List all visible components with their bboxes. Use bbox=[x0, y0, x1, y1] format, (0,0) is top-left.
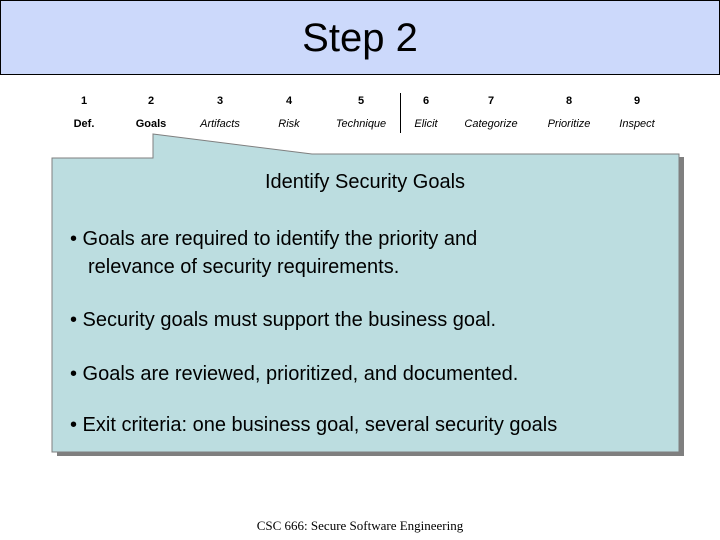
step-label-1: Def. bbox=[73, 118, 95, 130]
step-label-5: Technique bbox=[335, 118, 387, 130]
step-label-2: Goals bbox=[135, 118, 167, 130]
step-label-4: Risk bbox=[278, 118, 300, 130]
step-number-1: 1 bbox=[80, 95, 88, 107]
step-number-7: 7 bbox=[487, 95, 495, 107]
bullet-exit-criteria: • Exit criteria: one business goal, several security goals bbox=[70, 414, 558, 436]
step-number-2: 2 bbox=[147, 95, 155, 107]
bullet-reviewed-prioritized: • Goals are reviewed, prioritized, and documented. bbox=[70, 363, 519, 385]
step-number-6: 6 bbox=[422, 95, 430, 107]
callout-heading: Identify Security Goals bbox=[264, 171, 466, 193]
step-label-6: Elicit bbox=[414, 118, 438, 130]
slide-title: Step 2 bbox=[302, 16, 418, 60]
step-number-4: 4 bbox=[285, 95, 293, 107]
step-number-8: 8 bbox=[565, 95, 573, 107]
step-label-3: Artifacts bbox=[200, 118, 240, 130]
step-number-3: 3 bbox=[216, 95, 224, 107]
bullet-line-continued: relevance of security requirements. bbox=[88, 256, 400, 278]
step-label-8: Prioritize bbox=[547, 118, 591, 130]
slide-footer: CSC 666: Secure Software Engineering bbox=[256, 518, 464, 533]
step-label-9: Inspect bbox=[619, 118, 655, 130]
step-number-9: 9 bbox=[633, 95, 641, 107]
bullet-goals-required bbox=[70, 225, 670, 281]
step-label-7: Categorize bbox=[464, 118, 518, 130]
bullet-line: • Goals are required to identify the priority and bbox=[70, 228, 478, 250]
step-number-5: 5 bbox=[357, 95, 365, 107]
bullet-support-business-goal: • Security goals must support the business goal. bbox=[70, 309, 497, 331]
